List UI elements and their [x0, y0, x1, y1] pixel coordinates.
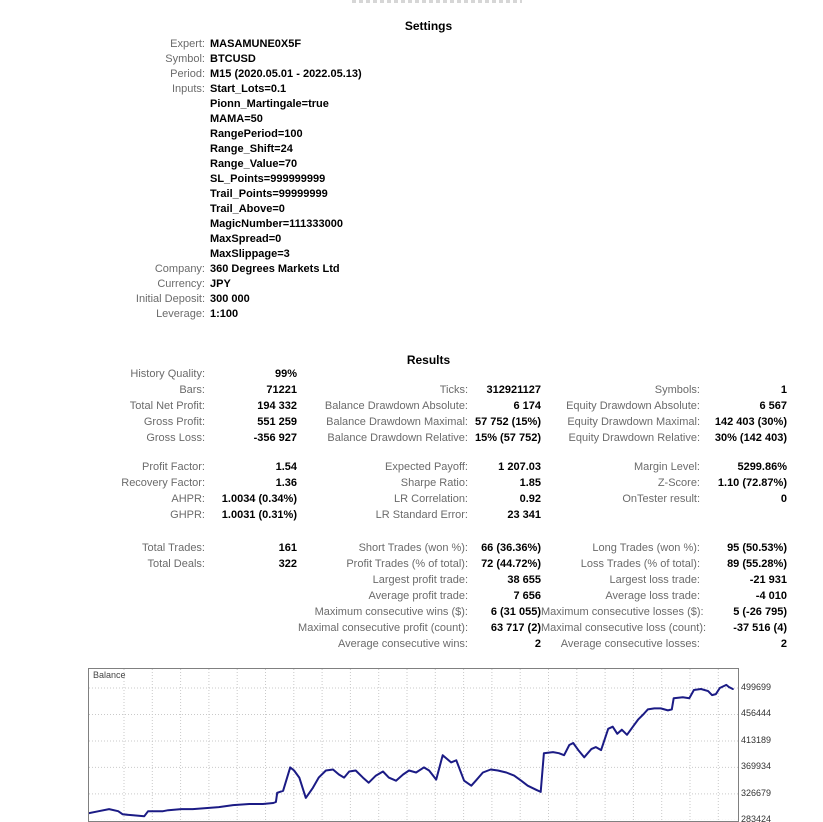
result-value: 0.92 [519, 493, 541, 505]
result-label: Bars: [179, 384, 205, 396]
result-label: Sharpe Ratio: [400, 477, 468, 489]
result-value: 6 567 [759, 400, 787, 412]
settings-row-label [0, 142, 205, 157]
result-value: 89 (55.28%) [727, 558, 787, 570]
result-label: Balance Drawdown Relative: [327, 432, 468, 444]
result-label: Loss Trades (% of total): [580, 558, 700, 570]
result-value: 63 717 (2) [490, 622, 541, 634]
settings-row-label: Period: [170, 68, 205, 80]
settings-row-value: 1:100 [210, 308, 239, 320]
result-label: Equity Drawdown Relative: [568, 432, 700, 444]
result-label: Gross Loss: [146, 432, 205, 444]
chart-y-tick-label: 413189 [741, 734, 772, 745]
result-value: 161 [278, 542, 297, 554]
settings-row-label: Inputs: [171, 83, 205, 95]
result-label: Balance Drawdown Absolute: [324, 400, 468, 412]
result-value: 66 (36.36%) [481, 542, 541, 554]
result-value: 6 174 [513, 400, 541, 412]
result-label: Equity Drawdown Absolute: [566, 400, 700, 412]
result-value: 1 [780, 384, 787, 396]
result-label: Maximal consecutive loss (count): [541, 622, 707, 634]
result-value: 322 [278, 558, 297, 570]
result-label: OnTester result: [622, 493, 700, 505]
settings-row [0, 202, 362, 217]
result-label [297, 366, 468, 382]
result-label: Maximum consecutive losses ($): [541, 606, 704, 618]
result-label [0, 604, 205, 620]
result-label [0, 572, 205, 588]
settings-row-label [0, 202, 205, 217]
result-value: 23 341 [507, 509, 541, 521]
settings-row-label: Company: [154, 263, 205, 275]
result-value [205, 620, 297, 636]
settings-row-label: Symbol: [165, 53, 205, 65]
settings-row [0, 67, 362, 82]
result-value: 15% (57 752) [474, 432, 541, 444]
settings-row [0, 97, 362, 112]
result-value: 6 (31 055) [490, 606, 541, 618]
settings-row [0, 217, 362, 232]
settings-row-value: Range_Shift=24 [210, 143, 293, 155]
result-label: Balance Drawdown Maximal: [326, 416, 468, 428]
result-label: Margin Level: [633, 461, 700, 473]
result-label: AHPR: [171, 493, 205, 505]
settings-row [0, 247, 362, 262]
chart-y-tick-label: 499699 [741, 682, 772, 692]
settings-row-value: SL_Points=999999999 [210, 173, 326, 185]
result-value: 57 752 (15%) [474, 416, 541, 428]
settings-row-label [0, 97, 205, 112]
result-label: Z-Score: [657, 477, 700, 489]
result-label: Average consecutive losses: [560, 638, 700, 650]
settings-row [0, 37, 362, 52]
result-value [205, 572, 297, 588]
settings-row-value: M15 (2020.05.01 - 2022.05.13) [210, 68, 362, 80]
chart-y-tick-label: 369934 [741, 761, 772, 772]
settings-row-value: 360 Degrees Markets Ltd [210, 263, 340, 275]
settings-row-label: Currency: [157, 278, 205, 290]
result-label: LR Standard Error: [375, 509, 468, 521]
result-value: 312921127 [486, 384, 541, 396]
result-label: Profit Factor: [142, 461, 205, 473]
settings-row-value: MAMA=50 [210, 113, 263, 125]
chart-y-tick-label: 456444 [741, 708, 772, 719]
clipped-page-title [352, 0, 522, 3]
settings-row [0, 157, 362, 172]
result-label: Ticks: [439, 384, 468, 396]
result-label: Maximal consecutive profit (count): [298, 622, 468, 634]
result-value: 71221 [266, 384, 297, 396]
result-label: Largest loss trade: [609, 574, 700, 586]
settings-row [0, 187, 362, 202]
settings-row-label [0, 157, 205, 172]
result-label [541, 507, 700, 523]
result-label [0, 588, 205, 604]
result-value: 1.10 (72.87%) [717, 477, 787, 489]
settings-row-label [0, 112, 205, 127]
result-label: History Quality: [130, 368, 205, 380]
settings-row-label [0, 217, 205, 232]
settings-table [0, 37, 362, 322]
result-value [205, 636, 297, 652]
result-value: 7 656 [513, 590, 541, 602]
result-value: -21 931 [749, 574, 787, 586]
settings-row-label: Expert: [170, 38, 205, 50]
result-value: 30% (142 403) [714, 432, 787, 444]
result-value: 1.36 [275, 477, 297, 489]
settings-row [0, 292, 362, 307]
settings-row-value: Pionn_Martingale=true [210, 98, 329, 110]
result-value: 5299.86% [737, 461, 787, 473]
settings-row-value: Trail_Above=0 [210, 203, 285, 215]
settings-row [0, 232, 362, 247]
result-label: Profit Trades (% of total): [346, 558, 468, 570]
settings-row-value: 300 000 [210, 293, 250, 305]
result-value: 1.0031 (0.31%) [221, 509, 297, 521]
result-label: Largest profit trade: [372, 574, 468, 586]
result-label: LR Correlation: [394, 493, 468, 505]
settings-row [0, 52, 362, 67]
settings-row-value: MaxSlippage=3 [210, 248, 290, 260]
result-value: 72 (44.72%) [481, 558, 541, 570]
settings-row [0, 82, 362, 97]
chart-y-tick-label: 283424 [741, 814, 772, 822]
result-value: 142 403 (30%) [714, 416, 787, 428]
result-label [541, 366, 700, 382]
result-value: 1 207.03 [498, 461, 541, 473]
settings-row-value: MagicNumber=111333000 [210, 218, 344, 230]
result-label: Recovery Factor: [121, 477, 205, 489]
result-value [700, 366, 787, 382]
settings-row [0, 307, 362, 322]
settings-row [0, 142, 362, 157]
settings-row-value: MaxSpread=0 [210, 233, 282, 245]
result-label [0, 636, 205, 652]
result-label: Gross Profit: [143, 416, 205, 428]
result-label: Maximum consecutive wins ($): [314, 606, 468, 618]
settings-row-value: BTCUSD [210, 53, 256, 65]
settings-row-value: Trail_Points=99999999 [210, 188, 328, 200]
result-value [468, 366, 541, 382]
settings-row-value: MASAMUNE0X5F [210, 38, 302, 50]
settings-row-label [0, 172, 205, 187]
settings-row-label: Initial Deposit: [135, 293, 205, 305]
settings-row-value: JPY [210, 278, 231, 290]
result-label: Symbols: [654, 384, 700, 396]
result-label: Average consecutive wins: [337, 638, 468, 650]
settings-row-label [0, 247, 205, 262]
result-value: 2 [780, 638, 787, 650]
result-value: 2 [534, 638, 541, 650]
settings-section-title: Settings [404, 19, 453, 33]
result-label: Long Trades (won %): [592, 542, 700, 554]
result-value: 5 (-26 795) [733, 606, 787, 618]
result-value: 38 655 [507, 574, 541, 586]
settings-row-label: Leverage: [156, 308, 205, 320]
settings-row [0, 277, 362, 292]
result-label: Average loss trade: [605, 590, 700, 602]
result-label: Total Net Profit: [129, 400, 205, 412]
result-value: -4 010 [755, 590, 787, 602]
settings-row-label [0, 187, 205, 202]
result-value: 0 [780, 493, 787, 505]
result-value: 99% [274, 368, 297, 380]
settings-row [0, 172, 362, 187]
settings-row-value: Start_Lots=0.1 [210, 83, 287, 95]
result-label: Expected Payoff: [385, 461, 468, 473]
result-label: Short Trades (won %): [358, 542, 468, 554]
chart-y-tick-label: 326679 [741, 787, 772, 798]
result-value: 194 332 [257, 400, 297, 412]
result-value: -356 927 [253, 432, 297, 444]
result-value [205, 588, 297, 604]
balance-chart [88, 668, 739, 822]
result-value: 551 259 [257, 416, 297, 428]
results-group [0, 540, 787, 652]
result-label: Equity Drawdown Maximal: [567, 416, 700, 428]
results-group [0, 459, 787, 523]
settings-row [0, 262, 362, 277]
result-value [205, 604, 297, 620]
settings-row-value: Range_Value=70 [210, 158, 298, 170]
result-value: 95 (50.53%) [727, 542, 787, 554]
result-value: 1.85 [519, 477, 541, 489]
settings-row [0, 112, 362, 127]
result-value: 1.54 [275, 461, 297, 473]
result-label: GHPR: [170, 509, 205, 521]
settings-row-label [0, 232, 205, 247]
result-value: -37 516 (4) [733, 622, 787, 634]
settings-row [0, 127, 362, 142]
result-value [700, 507, 787, 523]
result-value: 1.0034 (0.34%) [221, 493, 297, 505]
chart-legend-balance: Balance [93, 670, 126, 680]
result-label [0, 620, 205, 636]
results-section-title: Results [406, 353, 451, 367]
results-group [0, 366, 787, 446]
result-label: Total Deals: [147, 558, 205, 570]
result-label: Total Trades: [142, 542, 205, 554]
balance-chart-canvas [89, 669, 738, 820]
result-label: Average profit trade: [368, 590, 468, 602]
settings-row-label [0, 127, 205, 142]
settings-row-value: RangePeriod=100 [210, 128, 303, 140]
